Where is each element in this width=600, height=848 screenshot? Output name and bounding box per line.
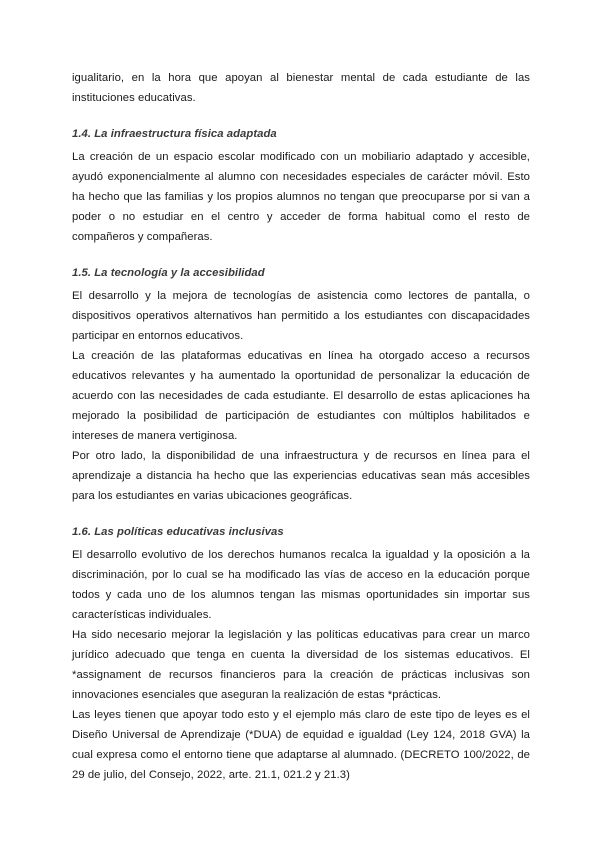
paragraph-1-5-c: Por otro lado, la disponibilidad de una infraestructura y de recursos en línea para el aprendizaje a distancia ha hecho que las experiencias educativas sean más accesibles para los estudiantes en varias ubicaciones geográficas. bbox=[72, 450, 530, 502]
section-heading-1-6: 1.6. Las políticas educativas inclusivas bbox=[72, 526, 284, 538]
paragraph-1-5-a: El desarrollo y la mejora de tecnologías de asistencia como lectores de pantalla, o dispositivos operativos alternativos han permitido a los estudiantes con discapacidades participar en entornos educativos. bbox=[72, 290, 530, 342]
document-page bbox=[72, 68, 530, 785]
section-heading-1-5: 1.5. La tecnología y la accesibilidad bbox=[72, 267, 265, 279]
paragraph-1-6-c: Las leyes tienen que apoyar todo esto y el ejemplo más claro de este tipo de leyes es el Diseño Universal de Aprendizaje (*DUA) de equidad e igualdad (Ley 124, 2018 GVA) la cual expresa como el entorno tiene que adaptarse al alumnado. (DECRETO 100/2022, de 29 de julio, del Consejo, 2022, arte. 21.1, 021.2 y 21.3) bbox=[72, 709, 530, 781]
paragraph-1-4-a: La creación de un espacio escolar modificado con un mobiliario adaptado y accesible, ayudó exponencialmente al alumno con necesidades especiales de carácter móvil. Esto ha hecho que las familias y los propios alumnos no tengan que preocuparse por si van a poder o no estudiar en el centro y acceder de forma habitual como el resto de compañeros y compañeras. bbox=[72, 151, 530, 243]
paragraph-1-5-b: La creación de las plataformas educativas en línea ha otorgado acceso a recursos educativos relevantes y ha aumentado la oportunidad de personalizar la educación de acuerdo con las necesidades de cada estudiante. El desarrollo de estas aplicaciones ha mejorado la posibilidad de participación de estudiantes con múltiplos habilitados e intereses de manera vertiginosa. bbox=[72, 350, 530, 442]
paragraph-1-6-b: Ha sido necesario mejorar la legislación y las políticas educativas para crear un marco jurídico adecuado que tenga en cuenta la diversidad de los sistemas educativos. El *assignament de recursos financieros para la creación de prácticas inclusivas son innovaciones esenciales que aseguran la realización de estas *prácticas. bbox=[72, 629, 530, 701]
section-heading-1-4: 1.4. La infraestructura física adaptada bbox=[72, 128, 277, 140]
intro-paragraph: igualitario, en la hora que apoyan al bienestar mental de cada estudiante de las instituciones educativas. bbox=[72, 72, 530, 104]
paragraph-1-6-a: El desarrollo evolutivo de los derechos humanos recalca la igualdad y la oposición a la discriminación, por lo cual se ha modificado las vías de acceso en la educación porque todos y cada uno de los alumnos tengan las mismas oportunidades sin importar sus características individuales. bbox=[72, 549, 530, 621]
